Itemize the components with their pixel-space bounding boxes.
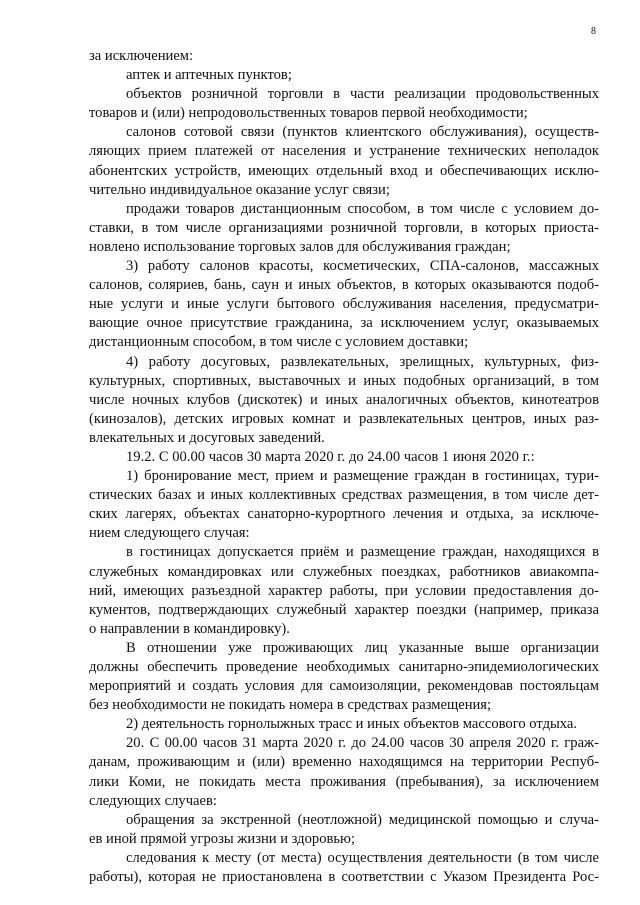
text-line: данам, проживающим и (или) временно находящимся на территории Респуб- (89, 754, 599, 771)
text-line: в гостиницах допускается приём и размещение граждан, находящихся в (126, 544, 599, 561)
text-line: (кинозалов), детских игровых комнат и развлекательных центров, иных раз- (89, 410, 599, 427)
text-line: без необходимости не покидать номера в средствах размещения; (89, 697, 492, 714)
text-line: о направлении в командировку). (89, 620, 290, 637)
text-line: служебных командировках или служебных поездках, работников авиакомпа- (89, 563, 599, 580)
text-line: 20. С 00.00 часов 31 марта 2020 г. до 24.00 часов 30 апреля 2020 г. граж- (126, 735, 599, 752)
text-line: ев иной прямой угрозы жизни и здоровью; (89, 830, 356, 847)
text-line: следующих случаев: (89, 792, 217, 809)
text-line: салонов, соляриев, бань, саун и иных объектов, в которых оказываются подоб- (89, 277, 599, 294)
text-line: В отношении уже проживающих лиц указанные выше организации (126, 639, 599, 656)
text-line: за исключением: (89, 48, 194, 64)
text-line: новлено использование торговых залов для обслуживания граждан; (89, 238, 511, 255)
text-line: влекательных и досуговых заведений. (89, 429, 325, 446)
text-line: 1) бронирование мест, прием и размещение граждан в гостиницах, тури- (126, 468, 599, 485)
text-line: ные услуги и иные услуги бытового обслуживания населения, предусматри- (89, 296, 599, 313)
text-line: продажи товаров дистанционным способом, в том числе с условием до- (126, 200, 599, 217)
text-line: 4) работу досуговых, развлекательных, зрелищных, культурных, физ- (126, 353, 599, 370)
text-line: числе ночных клубов (дискотек) и иных аналогичных объектов, кинотеатров (89, 391, 599, 408)
text-line: товаров и (или) непродовольственных товаров первой необходимости; (89, 105, 528, 122)
text-line: кументов, подтверждающих служебный характер поездки (например, приказа (89, 601, 599, 618)
text-line: вающие очное присутствие гражданина, за исключением услуг, оказываемых (89, 315, 599, 332)
document-body (89, 47, 599, 887)
text-line: лики Коми, не покидать места проживания (пребывания), за исключением (89, 773, 599, 790)
text-line: ставки, в том числе организациями розничной торговли, в которых приоста- (89, 219, 599, 236)
text-line: аптек и аптечных пунктов; (126, 67, 292, 84)
page-number: 8 (591, 26, 596, 37)
text-line: 2) деятельность горнолыжных трасс и иных объектов массового отдыха. (126, 716, 578, 733)
text-line: мероприятий и создать условия для самоизоляции, рекомендовав постояльцам (89, 678, 599, 695)
text-line: дистанционным способом, в том числе с условием доставки; (89, 334, 469, 351)
text-line: следования к месту (от места) осуществления деятельности (в том числе (126, 849, 599, 866)
text-line: должны обеспечить проведение необходимых санитарно-эпидемиологических (89, 659, 599, 675)
text-line: ляющих прием платежей от населения и устранение технических неполадок (89, 143, 599, 160)
text-line: чительно индивидуальное оказание услуг связи; (89, 181, 390, 198)
text-line: нием следующего случая: (89, 525, 250, 542)
text-line: салонов сотовой связи (пунктов клиентского обслуживания), осуществ- (126, 124, 599, 141)
text-line: ских лагерях, объектах санаторно-курортного лечения и отдыха, за исключе- (89, 506, 599, 523)
text-line: обращения за экстренной (неотложной) медицинской помощью и случа- (126, 811, 599, 828)
text-line: 19.2. С 00.00 часов 30 марта 2020 г. до 24.00 часов 1 июня 2020 г.: (126, 448, 535, 465)
text-line: абонентских устройств, имеющих отдельный вход и обеспечивающих исклю- (89, 162, 599, 179)
text-line: 3) работу салонов красоты, косметических, СПА-салонов, массажных (126, 258, 599, 275)
text-line: ний, имеющих разъездной характер работы, при условии предоставления до- (89, 582, 599, 599)
text-line: культурных, спортивных, выставочных и иных подобных организаций, в том (89, 372, 599, 389)
text-line: работы), которая не приостановлена в соответствии с Указом Президента Рос- (89, 869, 599, 886)
text-line: объектов розничной торговли в части реализации продовольственных (126, 86, 599, 103)
text-line: стических базах и иных коллективных средствах размещения, в том числе дет- (89, 487, 599, 504)
